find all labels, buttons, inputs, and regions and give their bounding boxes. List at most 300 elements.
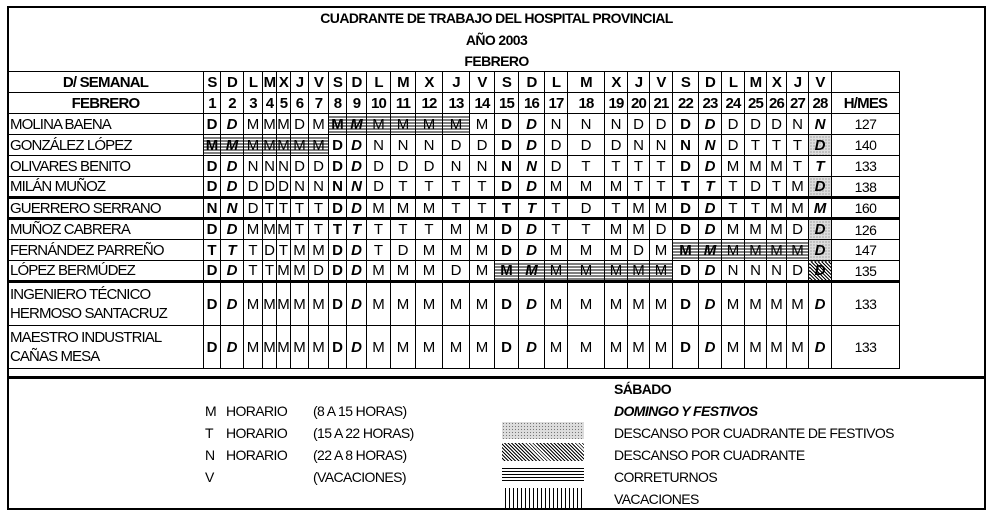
shift-cell: D (673, 198, 699, 219)
shift-cell: N (204, 198, 221, 219)
name-line-1: INGENIERO TÉCNICO (10, 286, 151, 303)
shift-cell: N (722, 261, 745, 282)
shift-cell: N (309, 177, 329, 198)
shift-cell: M (745, 240, 767, 261)
shift-cell: T (277, 240, 291, 261)
shift-cell: T (745, 135, 767, 156)
weekday-cell: L (244, 72, 263, 93)
shift-cell: D (722, 135, 745, 156)
shift-cell: M (367, 114, 391, 135)
swatch-correturnos (502, 466, 584, 483)
day-number-cell: 13 (443, 93, 470, 114)
shift-cell: T (263, 261, 277, 282)
employee-name: MILÁN MUÑOZ (8, 177, 204, 198)
shift-cell: M (470, 282, 495, 326)
shift-cell: M (568, 326, 605, 369)
shift-cell: T (745, 198, 767, 219)
weekday-cell: L (367, 72, 391, 93)
blank-cell (832, 72, 900, 93)
shift-cell: N (809, 114, 832, 135)
day-number-cell: 10 (367, 93, 391, 114)
legend-desc: (8 A 15 HORAS) (313, 403, 407, 419)
shift-cell: D (699, 326, 722, 369)
employee-name: FERNÁNDEZ PARREÑO (8, 240, 204, 261)
shift-cell: D (221, 261, 244, 282)
shift-cell: D (809, 240, 832, 261)
shift-cell: M (277, 282, 291, 326)
shift-cell: M (605, 219, 628, 240)
day-number-cell: 9 (347, 93, 367, 114)
month-header-label: FEBRERO (8, 93, 204, 114)
shift-cell: M (277, 136, 290, 154)
weekday-cell: V (470, 72, 495, 93)
shift-cell: M (443, 114, 470, 135)
shift-cell: D (673, 261, 699, 282)
shift-cell: D (221, 219, 244, 240)
shift-cell: M (568, 261, 605, 282)
shift-cell: D (673, 282, 699, 326)
legend-desc: (15 A 22 HORAS) (313, 425, 414, 441)
shift-cell: M (568, 282, 605, 326)
legend-style-label: CORRETURNOS (614, 469, 718, 485)
weekday-cell: L (545, 72, 568, 93)
day-number-cell: 20 (628, 93, 650, 114)
shift-cell: M (391, 282, 416, 326)
name-line-2: CAÑAS MESA (10, 348, 100, 365)
shift-cell: M (699, 240, 722, 261)
shift-cell: M (767, 219, 787, 240)
shift-cell: M (650, 326, 673, 369)
shift-cell: T (545, 198, 568, 219)
weekday-cell: M (263, 73, 276, 91)
shift-cell: D (495, 326, 519, 369)
shift-cell: T (263, 198, 277, 219)
shift-cell: M (605, 326, 628, 369)
shift-cell: T (545, 219, 568, 240)
day-number-cell: 23 (699, 93, 722, 114)
shift-cell: M (650, 261, 673, 282)
shift-cell: M (787, 282, 809, 326)
shift-cell: D (699, 114, 722, 135)
shift-cell: M (221, 135, 244, 156)
shift-cell: D (495, 219, 519, 240)
day-number-cell: 22 (673, 93, 699, 114)
weekday-cell: X (416, 72, 443, 93)
year-label: AÑO 2003 (465, 32, 528, 48)
day-number-cell: 3 (244, 93, 263, 114)
shift-cell: T (787, 135, 809, 156)
shift-cell: M (767, 326, 787, 369)
shift-cell: N (347, 177, 367, 198)
shift-cell: N (519, 156, 545, 177)
shift-cell: M (568, 177, 605, 198)
shift-cell: M (722, 156, 745, 177)
shift-cell: M (605, 261, 628, 282)
shift-cell: M (391, 198, 416, 219)
shift-cell: M (545, 261, 568, 282)
shift-cell: N (605, 114, 628, 135)
shift-cell: M (767, 156, 787, 177)
shift-cell: M (519, 261, 545, 282)
weekday-cell: V (309, 72, 329, 93)
shift-cell: N (278, 157, 289, 175)
legend-label: HORARIO (226, 403, 288, 419)
shift-cell: D (204, 282, 221, 326)
shift-cell: M (443, 219, 470, 240)
shift-cell: T (367, 240, 391, 261)
shift-cell: N (699, 135, 722, 156)
shift-cell: T (291, 219, 309, 240)
shift-cell: M (470, 240, 495, 261)
shift-cell: D (699, 198, 722, 219)
shift-cell: D (416, 156, 443, 177)
shift-cell: M (628, 282, 650, 326)
shift-cell: D (329, 240, 347, 261)
day-number-cell: 7 (309, 93, 329, 114)
shift-cell: M (277, 261, 291, 282)
shift-cell: D (628, 240, 650, 261)
shift-cell: M (277, 219, 291, 240)
month-label: FEBRERO (464, 53, 529, 69)
shift-cell: M (391, 261, 416, 282)
shift-cell: N (545, 114, 568, 135)
shift-cell: M (291, 240, 309, 261)
shift-cell: T (416, 219, 443, 240)
table-row (8, 282, 900, 326)
shift-cell: T (568, 219, 605, 240)
shift-cell: T (470, 198, 495, 219)
legend-style-label: DOMINGO Y FESTIVOS (614, 403, 758, 419)
shift-cell: M (291, 326, 309, 369)
weekday-cell: L (722, 72, 745, 93)
weekday-cell: D (699, 72, 722, 93)
shift-cell: M (545, 177, 568, 198)
table-row (8, 219, 900, 240)
shift-cell: D (204, 114, 221, 135)
weekday-cell: J (787, 72, 809, 93)
shift-cell: M (291, 282, 309, 326)
shift-cell: M (650, 198, 673, 219)
shift-cell: D (367, 177, 391, 198)
shift-cell: T (673, 177, 699, 198)
shift-cell: M (722, 240, 745, 261)
shift-cell: D (519, 135, 545, 156)
shift-cell: M (309, 240, 329, 261)
legend-code: M (205, 403, 217, 419)
shift-cell: M (416, 282, 443, 326)
shift-cell: D (291, 156, 309, 177)
shift-cell: T (628, 156, 650, 177)
day-number-row (8, 93, 900, 114)
shift-cell: N (443, 156, 470, 177)
shift-cell: M (309, 326, 329, 369)
shift-cell: D (568, 135, 605, 156)
shift-cell: D (367, 156, 391, 177)
day-number-cell: 17 (545, 93, 568, 114)
shift-cell: D (443, 261, 470, 282)
shift-cell: M (416, 240, 443, 261)
table-row (8, 114, 900, 135)
shift-cell: D (221, 114, 244, 135)
weekday-cell: V (650, 72, 673, 93)
shift-cell: D (495, 135, 519, 156)
shift-cell: D (519, 326, 545, 369)
day-number-cell: 8 (329, 93, 347, 114)
day-number-cell: 15 (495, 93, 519, 114)
shift-cell: D (568, 198, 605, 219)
shift-cell: N (416, 135, 443, 156)
shift-cell: T (277, 198, 291, 219)
shift-cell: T (699, 177, 722, 198)
shift-cell: M (263, 219, 277, 240)
shift-cell: T (244, 240, 263, 261)
weekday-cell: D (347, 72, 367, 93)
employee-name (8, 326, 204, 369)
weekday-row (8, 72, 900, 93)
table-row (8, 261, 900, 282)
shift-cell: D (347, 240, 367, 261)
shift-cell: N (291, 177, 309, 198)
shift-cell: D (347, 156, 367, 177)
legend-desc: (22 A 8 HORAS) (313, 447, 407, 463)
shift-cell: N (628, 135, 650, 156)
shift-cell: D (809, 135, 832, 156)
shift-cell: N (495, 156, 519, 177)
shift-cell: M (605, 240, 628, 261)
day-number-cell: 25 (745, 93, 767, 114)
name-line-1: MAESTRO INDUSTRIAL (10, 329, 162, 346)
shift-cell: M (470, 114, 495, 135)
shift-cell: D (699, 156, 722, 177)
shift-cell: D (745, 114, 767, 135)
shift-cell: T (767, 135, 787, 156)
shift-cell: D (391, 240, 416, 261)
shift-cell: M (545, 282, 568, 326)
shift-cell: D (650, 114, 673, 135)
table-row (8, 156, 900, 177)
legend-code: V (205, 469, 214, 485)
shift-cell: D (204, 219, 221, 240)
shift-cell: T (650, 156, 673, 177)
shift-cell: T (787, 156, 809, 177)
weekday-cell: M (568, 72, 605, 93)
shift-cell: N (470, 156, 495, 177)
shift-cell: D (809, 219, 832, 240)
shift-cell: D (347, 135, 367, 156)
day-number-cell: 19 (605, 93, 628, 114)
shift-cell: D (347, 261, 367, 282)
shift-cell: M (329, 114, 347, 135)
shift-cell: M (263, 282, 277, 326)
shift-cell: M (416, 326, 443, 369)
shift-cell: N (568, 114, 605, 135)
employee-name: MUÑOZ CABRERA (8, 219, 204, 240)
shift-cell: M (391, 114, 416, 135)
shift-cell: M (367, 198, 391, 219)
shift-cell: D (699, 282, 722, 326)
hours-cell: 133 (832, 326, 900, 369)
legend-divider (7, 376, 986, 379)
shift-cell: T (291, 198, 309, 219)
shift-cell: M (745, 219, 767, 240)
shift-cell: M (722, 282, 745, 326)
shift-cell: T (722, 198, 745, 219)
shift-cell: M (443, 282, 470, 326)
swatch-descanso-festivos (502, 422, 584, 439)
shift-cell: D (204, 177, 221, 198)
day-number-cell: 16 (519, 93, 545, 114)
shift-cell: M (416, 261, 443, 282)
shift-cell: M (628, 198, 650, 219)
shift-cell: M (263, 115, 276, 133)
day-number-cell: 28 (809, 93, 832, 114)
shift-cell: M (809, 198, 832, 219)
shift-cell: M (204, 135, 221, 156)
shift-cell: M (470, 219, 495, 240)
shift-cell: N (745, 261, 767, 282)
weekday-cell: J (628, 72, 650, 93)
shift-cell: T (628, 177, 650, 198)
shift-cell: M (291, 135, 309, 156)
shift-cell: M (495, 261, 519, 282)
shift-cell: N (367, 135, 391, 156)
weekday-cell: S (673, 72, 699, 93)
shift-cell: M (263, 326, 277, 369)
employee-name (8, 282, 204, 326)
day-number-cell: 14 (470, 93, 495, 114)
shift-cell: M (673, 240, 699, 261)
shift-cell: M (443, 240, 470, 261)
table-row (8, 198, 900, 219)
shift-cell: M (745, 156, 767, 177)
shift-cell: N (264, 157, 275, 175)
hours-cell: 160 (832, 198, 900, 219)
shift-cell: T (204, 240, 221, 261)
shift-cell: D (519, 177, 545, 198)
shift-cell: M (568, 240, 605, 261)
shift-cell: D (391, 156, 416, 177)
shift-cell: D (221, 282, 244, 326)
shift-cell: T (309, 198, 329, 219)
legend-style-label: SÁBADO (614, 381, 672, 397)
shift-cell: M (722, 219, 745, 240)
shift-cell: M (628, 326, 650, 369)
hours-cell: 147 (832, 240, 900, 261)
shift-cell: M (367, 326, 391, 369)
shift-cell: D (495, 114, 519, 135)
shift-cell: M (628, 219, 650, 240)
weekday-cell: D (221, 72, 244, 93)
shift-cell: D (495, 177, 519, 198)
shift-cell: D (787, 261, 809, 282)
shift-cell: T (605, 156, 628, 177)
shift-cell: N (329, 177, 347, 198)
day-number-cell: 18 (568, 93, 605, 114)
shift-cell: M (291, 261, 309, 282)
legend-label: HORARIO (226, 425, 288, 441)
shift-cell: M (416, 198, 443, 219)
shift-cell: M (787, 240, 809, 261)
shift-cell: M (605, 177, 628, 198)
weekday-cell: J (291, 72, 309, 93)
day-number-cell: 27 (787, 93, 809, 114)
shift-cell: T (391, 219, 416, 240)
shift-cell: M (309, 282, 329, 326)
hours-cell: 133 (832, 282, 900, 326)
shift-cell: D (545, 156, 568, 177)
shift-cell: M (650, 240, 673, 261)
shift-cell: M (767, 240, 787, 261)
shift-cell: D (545, 135, 568, 156)
shift-cell: T (443, 198, 470, 219)
employee-name: LÓPEZ BERMÚDEZ (8, 261, 204, 282)
day-number-cell: 5 (277, 93, 291, 114)
day-number-cell: 12 (416, 93, 443, 114)
shift-cell: T (309, 219, 329, 240)
weekday-cell: X (767, 72, 787, 93)
weekday-cell: V (809, 72, 832, 93)
shift-cell: D (263, 177, 277, 198)
employee-name: MOLINA BAENA (8, 114, 204, 135)
shift-cell: D (699, 219, 722, 240)
shift-cell: M (443, 326, 470, 369)
shift-cell: D (519, 114, 545, 135)
shift-cell: D (277, 177, 291, 198)
shift-cell: M (391, 326, 416, 369)
weekday-cell: X (605, 72, 628, 93)
shift-cell: D (221, 177, 244, 198)
shift-cell: M (722, 326, 745, 369)
shift-cell: D (291, 114, 309, 135)
shift-cell: D (221, 326, 244, 369)
shift-cell: T (809, 156, 832, 177)
shift-cell: D (443, 135, 470, 156)
shift-cell: D (309, 156, 329, 177)
swatch-vacaciones (502, 488, 584, 508)
table-row (8, 135, 900, 156)
shift-cell: M (767, 198, 787, 219)
hours-cell: 138 (832, 177, 900, 198)
shift-cell: T (519, 198, 545, 219)
shift-cell: D (204, 326, 221, 369)
shift-cell: D (309, 261, 329, 282)
shift-cell: D (244, 198, 263, 219)
table-row (8, 326, 900, 369)
shift-cell: M (545, 326, 568, 369)
shift-cell: T (347, 219, 367, 240)
shift-cell: D (673, 219, 699, 240)
shift-cell: D (787, 219, 809, 240)
shift-cell: M (244, 114, 263, 135)
swatch-descanso-cuadrante (502, 443, 584, 461)
weekday-cell: M (391, 72, 416, 93)
legend-code: T (205, 425, 213, 441)
name-line-2: HERMOSO SANTACRUZ (10, 305, 167, 322)
hours-cell: 135 (832, 261, 900, 282)
shift-cell: D (495, 282, 519, 326)
shift-cell: N (391, 135, 416, 156)
shift-cell: D (347, 282, 367, 326)
shift-cell: D (519, 219, 545, 240)
day-number-cell: 1 (204, 93, 221, 114)
shift-cell: D (809, 261, 832, 282)
shift-cell: M (745, 326, 767, 369)
shift-cell: D (722, 114, 745, 135)
shift-table (7, 71, 900, 369)
shift-cell: M (309, 114, 329, 135)
shift-cell: M (244, 282, 263, 326)
shift-cell: M (650, 282, 673, 326)
